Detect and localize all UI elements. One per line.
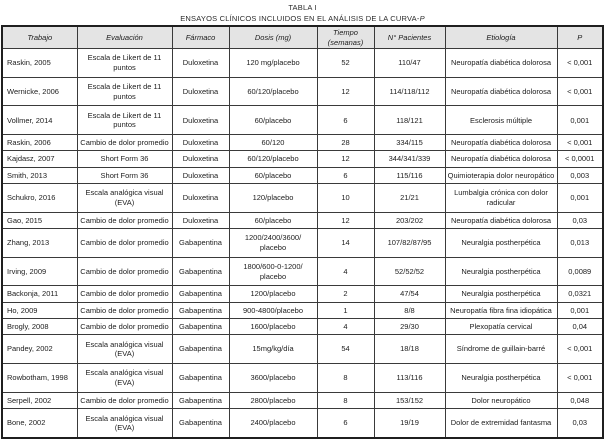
cell-farmaco: Gabapentina bbox=[172, 335, 229, 364]
table-row bbox=[2, 364, 603, 393]
cell-etiologia: Neuralgia postherpética bbox=[445, 286, 557, 302]
cell-p: 0,0089 bbox=[557, 257, 603, 286]
table-row bbox=[2, 409, 603, 439]
cell-etiologia: Neuropatía diabética dolorosa bbox=[445, 135, 557, 151]
cell-trabajo: Pandey, 2002 bbox=[2, 335, 77, 364]
cell-tiempo: 8 bbox=[317, 392, 374, 408]
table-row bbox=[2, 212, 603, 228]
cell-trabajo: Bone, 2002 bbox=[2, 409, 77, 439]
cell-pacientes: 110/47 bbox=[374, 49, 445, 78]
cell-evaluacion: Cambio de dolor promedio bbox=[77, 392, 172, 408]
cell-tiempo: 52 bbox=[317, 49, 374, 78]
cell-p: 0,001 bbox=[557, 106, 603, 135]
cell-etiologia: Síndrome de guillain-barré bbox=[445, 335, 557, 364]
cell-trabajo: Kajdasz, 2007 bbox=[2, 151, 77, 167]
cell-farmaco: Gabapentina bbox=[172, 286, 229, 302]
column-header-evaluacion: Evaluación bbox=[77, 26, 172, 49]
cell-pacientes: 29/30 bbox=[374, 319, 445, 335]
table-header-row bbox=[2, 26, 603, 49]
cell-farmaco: Duloxetina bbox=[172, 106, 229, 135]
cell-evaluacion: Escala analógica visual (EVA) bbox=[77, 364, 172, 393]
cell-dosis: 60/placebo bbox=[229, 167, 317, 183]
cell-farmaco: Duloxetina bbox=[172, 135, 229, 151]
cell-evaluacion: Short Form 36 bbox=[77, 167, 172, 183]
cell-p: 0,04 bbox=[557, 319, 603, 335]
cell-etiologia: Quimioterapia dolor neuropático bbox=[445, 167, 557, 183]
cell-tiempo: 4 bbox=[317, 257, 374, 286]
cell-dosis: 900-4800/placebo bbox=[229, 302, 317, 318]
cell-etiologia: Esclerosis múltiple bbox=[445, 106, 557, 135]
cell-evaluacion: Cambio de dolor promedio bbox=[77, 257, 172, 286]
cell-trabajo: Brogly, 2008 bbox=[2, 319, 77, 335]
table-caption-text: ENSAYOS CLÍNICOS INCLUIDOS EN EL ANÁLISIS DE LA CURVA- bbox=[180, 13, 420, 23]
cell-etiologia: Neuropatía diabética dolorosa bbox=[445, 151, 557, 167]
cell-dosis: 15mg/kg/día bbox=[229, 335, 317, 364]
column-header-pacientes: N° Pacientes bbox=[374, 26, 445, 49]
cell-p: < 0,001 bbox=[557, 49, 603, 78]
cell-farmaco: Duloxetina bbox=[172, 49, 229, 78]
cell-evaluacion: Escala analógica visual (EVA) bbox=[77, 409, 172, 439]
cell-dosis: 1200/2400/3600/ placebo bbox=[229, 229, 317, 258]
column-header-trabajo: Trabajo bbox=[2, 26, 77, 49]
cell-farmaco: Gabapentina bbox=[172, 257, 229, 286]
table-row bbox=[2, 392, 603, 408]
cell-p: 0,013 bbox=[557, 229, 603, 258]
table-row bbox=[2, 167, 603, 183]
cell-farmaco: Gabapentina bbox=[172, 302, 229, 318]
cell-etiologia: Neuropatía diabética dolorosa bbox=[445, 77, 557, 106]
cell-trabajo: Zhang, 2013 bbox=[2, 229, 77, 258]
cell-tiempo: 2 bbox=[317, 286, 374, 302]
table-body bbox=[2, 49, 603, 439]
cell-dosis: 2800/placebo bbox=[229, 392, 317, 408]
column-header-p: P bbox=[557, 26, 603, 49]
cell-etiologia: Neuropatía diabética dolorosa bbox=[445, 49, 557, 78]
cell-evaluacion: Escala analógica visual (EVA) bbox=[77, 335, 172, 364]
cell-p: 0,003 bbox=[557, 167, 603, 183]
cell-tiempo: 6 bbox=[317, 106, 374, 135]
table-row bbox=[2, 319, 603, 335]
cell-dosis: 60/placebo bbox=[229, 212, 317, 228]
cell-pacientes: 47/54 bbox=[374, 286, 445, 302]
cell-tiempo: 8 bbox=[317, 364, 374, 393]
cell-farmaco: Duloxetina bbox=[172, 77, 229, 106]
cell-pacientes: 52/52/52 bbox=[374, 257, 445, 286]
cell-etiologia: Neuropatía fibra fina idiopática bbox=[445, 302, 557, 318]
cell-farmaco: Duloxetina bbox=[172, 151, 229, 167]
cell-etiologia: Dolor de extremidad fantasma bbox=[445, 409, 557, 439]
table-row bbox=[2, 335, 603, 364]
table-row bbox=[2, 286, 603, 302]
column-header-farmaco: Fármaco bbox=[172, 26, 229, 49]
cell-tiempo: 6 bbox=[317, 167, 374, 183]
cell-dosis: 60/placebo bbox=[229, 106, 317, 135]
column-header-etiologia: Etiología bbox=[445, 26, 557, 49]
cell-tiempo: 12 bbox=[317, 151, 374, 167]
cell-p: 0,001 bbox=[557, 184, 603, 213]
cell-pacientes: 344/341/339 bbox=[374, 151, 445, 167]
cell-farmaco: Gabapentina bbox=[172, 319, 229, 335]
cell-evaluacion: Escala analógica visual (EVA) bbox=[77, 184, 172, 213]
cell-trabajo: Vollmer, 2014 bbox=[2, 106, 77, 135]
cell-farmaco: Gabapentina bbox=[172, 409, 229, 439]
cell-dosis: 60/120 bbox=[229, 135, 317, 151]
table-row bbox=[2, 229, 603, 258]
cell-evaluacion: Escala de Likert de 11 puntos bbox=[77, 49, 172, 78]
cell-p: < 0,001 bbox=[557, 335, 603, 364]
table-row bbox=[2, 151, 603, 167]
cell-p: 0,03 bbox=[557, 409, 603, 439]
table-row bbox=[2, 184, 603, 213]
table-caption bbox=[0, 14, 605, 25]
cell-etiologia: Plexopatía cervical bbox=[445, 319, 557, 335]
cell-p: 0,03 bbox=[557, 212, 603, 228]
cell-evaluacion: Cambio de dolor promedio bbox=[77, 319, 172, 335]
cell-trabajo: Wernicke, 2006 bbox=[2, 77, 77, 106]
cell-dosis: 1600/placebo bbox=[229, 319, 317, 335]
cell-pacientes: 8/8 bbox=[374, 302, 445, 318]
cell-evaluacion: Escala de Likert de 11 puntos bbox=[77, 77, 172, 106]
cell-pacientes: 118/121 bbox=[374, 106, 445, 135]
cell-trabajo: Irving, 2009 bbox=[2, 257, 77, 286]
cell-trabajo: Raskin, 2005 bbox=[2, 49, 77, 78]
cell-trabajo: Gao, 2015 bbox=[2, 212, 77, 228]
cell-pacientes: 21/21 bbox=[374, 184, 445, 213]
cell-dosis: 1200/placebo bbox=[229, 286, 317, 302]
table-row bbox=[2, 77, 603, 106]
cell-trabajo: Schukro, 2016 bbox=[2, 184, 77, 213]
cell-evaluacion: Cambio de dolor promedio bbox=[77, 286, 172, 302]
cell-pacientes: 153/152 bbox=[374, 392, 445, 408]
cell-evaluacion: Cambio de dolor promedio bbox=[77, 229, 172, 258]
cell-evaluacion: Escala de Likert de 11 puntos bbox=[77, 106, 172, 135]
cell-farmaco: Gabapentina bbox=[172, 364, 229, 393]
cell-farmaco: Gabapentina bbox=[172, 229, 229, 258]
cell-tiempo: 1 bbox=[317, 302, 374, 318]
cell-pacientes: 115/116 bbox=[374, 167, 445, 183]
cell-pacientes: 107/82/87/95 bbox=[374, 229, 445, 258]
cell-etiologia: Dolor neuropático bbox=[445, 392, 557, 408]
cell-p: < 0,0001 bbox=[557, 151, 603, 167]
cell-trabajo: Rowbotham, 1998 bbox=[2, 364, 77, 393]
cell-p: 0,001 bbox=[557, 302, 603, 318]
cell-tiempo: 12 bbox=[317, 77, 374, 106]
cell-pacientes: 334/115 bbox=[374, 135, 445, 151]
cell-trabajo: Raskin, 2006 bbox=[2, 135, 77, 151]
cell-farmaco: Gabapentina bbox=[172, 392, 229, 408]
cell-pacientes: 114/118/112 bbox=[374, 77, 445, 106]
table-row bbox=[2, 106, 603, 135]
table-number: TABLA I bbox=[288, 3, 317, 12]
cell-farmaco: Duloxetina bbox=[172, 212, 229, 228]
cell-tiempo: 12 bbox=[317, 212, 374, 228]
cell-dosis: 1800/600-0-1200/ placebo bbox=[229, 257, 317, 286]
cell-etiologia: Neuralgia postherpética bbox=[445, 257, 557, 286]
table-caption-p-italic: P bbox=[419, 13, 425, 23]
cell-pacientes: 203/202 bbox=[374, 212, 445, 228]
cell-trabajo: Backonja, 2011 bbox=[2, 286, 77, 302]
cell-p: < 0,001 bbox=[557, 77, 603, 106]
cell-dosis: 120/placebo bbox=[229, 184, 317, 213]
cell-evaluacion: Cambio de dolor promedio bbox=[77, 302, 172, 318]
cell-tiempo: 6 bbox=[317, 409, 374, 439]
cell-tiempo: 10 bbox=[317, 184, 374, 213]
cell-etiologia: Neuropatía diabética dolorosa bbox=[445, 212, 557, 228]
table-row bbox=[2, 257, 603, 286]
column-header-dosis: Dosis (mg) bbox=[229, 26, 317, 49]
cell-dosis: 3600/placebo bbox=[229, 364, 317, 393]
clinical-trials-table bbox=[1, 25, 604, 439]
cell-pacientes: 18/18 bbox=[374, 335, 445, 364]
table-row bbox=[2, 49, 603, 78]
cell-evaluacion: Cambio de dolor promedio bbox=[77, 135, 172, 151]
cell-etiologia: Lumbalgia crónica con dolor radicular bbox=[445, 184, 557, 213]
cell-trabajo: Smith, 2013 bbox=[2, 167, 77, 183]
cell-farmaco: Duloxetina bbox=[172, 167, 229, 183]
cell-tiempo: 4 bbox=[317, 319, 374, 335]
cell-etiologia: Neuralgia postherpética bbox=[445, 364, 557, 393]
cell-tiempo: 28 bbox=[317, 135, 374, 151]
cell-p: 0,0321 bbox=[557, 286, 603, 302]
cell-tiempo: 54 bbox=[317, 335, 374, 364]
cell-evaluacion: Short Form 36 bbox=[77, 151, 172, 167]
cell-farmaco: Duloxetina bbox=[172, 184, 229, 213]
table-row bbox=[2, 135, 603, 151]
cell-p: < 0,001 bbox=[557, 135, 603, 151]
cell-dosis: 60/120/placebo bbox=[229, 151, 317, 167]
cell-pacientes: 113/116 bbox=[374, 364, 445, 393]
cell-etiologia: Neuralgia postherpética bbox=[445, 229, 557, 258]
cell-tiempo: 14 bbox=[317, 229, 374, 258]
cell-pacientes: 19/19 bbox=[374, 409, 445, 439]
cell-trabajo: Serpell, 2002 bbox=[2, 392, 77, 408]
table-title bbox=[0, 0, 605, 24]
cell-p: 0,048 bbox=[557, 392, 603, 408]
table-row bbox=[2, 302, 603, 318]
cell-p: < 0,001 bbox=[557, 364, 603, 393]
cell-dosis: 120 mg/placebo bbox=[229, 49, 317, 78]
cell-dosis: 60/120/placebo bbox=[229, 77, 317, 106]
cell-dosis: 2400/placebo bbox=[229, 409, 317, 439]
column-header-tiempo: Tiempo (semanas) bbox=[317, 26, 374, 49]
cell-trabajo: Ho, 2009 bbox=[2, 302, 77, 318]
cell-evaluacion: Cambio de dolor promedio bbox=[77, 212, 172, 228]
